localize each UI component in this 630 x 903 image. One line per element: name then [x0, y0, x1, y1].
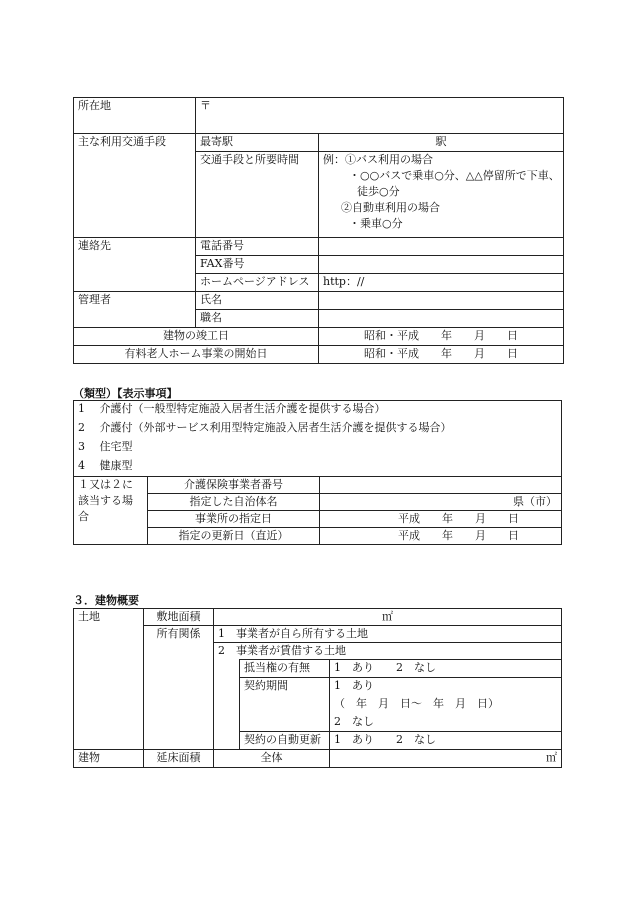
- means-label: 交通手段と所要時間: [196, 152, 319, 238]
- mortgage-value: 1 あり 2 なし: [330, 660, 562, 678]
- contract-label: 契約期間: [240, 678, 330, 732]
- floor-area-value: [330, 750, 562, 768]
- location-value: 〒: [196, 98, 564, 134]
- type-option-num: 1: [78, 402, 85, 415]
- land-label: 土地: [74, 609, 144, 750]
- type-option-text: 健康型: [99, 458, 133, 472]
- nearest-station-value: 駅: [319, 134, 564, 152]
- fax-value: [319, 256, 564, 274]
- type-option-4: [74, 458, 562, 477]
- homepage-value: http：//: [319, 274, 564, 292]
- contract-line: 2 なし: [330, 714, 562, 732]
- type-option-text: 介護付（一般型特定施設入居者生活介護を提供する場合）: [99, 402, 386, 415]
- manager-title-label: 職名: [196, 310, 319, 328]
- facility-info-table: [73, 97, 564, 364]
- type-row-value: 平成 年 月 日: [320, 528, 562, 545]
- type-row-value: [320, 477, 562, 494]
- type-row-label: 介護保険事業者番号: [148, 477, 320, 494]
- lease-indent: [214, 660, 240, 750]
- type-option-text: 介護付（外部サービス利用型特定施設入居者生活介護を提供する場合）: [99, 420, 452, 434]
- contact-label: 連絡先: [74, 238, 196, 292]
- manager-name-label: 氏名: [196, 292, 319, 310]
- nearest-station-label: 最寄駅: [196, 134, 319, 152]
- type-row-label: 事業所の指定日: [148, 511, 320, 528]
- type-option-text: 住宅型: [99, 439, 133, 453]
- type-option-2: [74, 420, 562, 439]
- type-row-label: 指定した自治体名: [148, 494, 320, 511]
- type-option-num: 2: [78, 420, 85, 434]
- ownership-label: 所有関係: [144, 626, 214, 750]
- type-section-heading: （類型）【表示事項】: [73, 387, 178, 400]
- lease-option: 2 事業者が賃借する土地: [214, 643, 562, 660]
- floor-area-unit: ㎡: [546, 751, 558, 764]
- type-option-num: 3: [78, 439, 85, 453]
- manager-label: 管理者: [74, 292, 196, 328]
- start-label: 有料老人ホーム事業の開始日: [74, 346, 319, 364]
- building-label: 建物: [74, 750, 144, 768]
- location-label: 所在地: [74, 98, 196, 134]
- example-line: ・乗車○分: [349, 217, 403, 230]
- type-option-1: [74, 401, 562, 420]
- type-row-value: 平成 年 月 日: [320, 511, 562, 528]
- type-row-label: 指定の更新日（直近）: [148, 528, 320, 545]
- site-area-unit: ㎡: [382, 610, 394, 623]
- manager-name-value: [319, 292, 564, 310]
- site-area-value: [214, 609, 562, 626]
- fax-label: FAX番号: [196, 256, 319, 274]
- condition-label: １又は２に該当する場合: [74, 477, 148, 545]
- transport-example: [319, 152, 564, 238]
- example-line: ②自動車利用の場合: [341, 201, 440, 214]
- floor-area-label: 延床面積: [144, 750, 214, 768]
- completion-label: 建物の竣工日: [74, 328, 319, 346]
- site-area-label: 敷地面積: [144, 609, 214, 626]
- type-table: [73, 400, 562, 545]
- example-line: 例：①バス利用の場合: [323, 153, 433, 166]
- manager-title-value: [319, 310, 564, 328]
- completion-value: 昭和・平成 年 月 日: [319, 328, 564, 346]
- phone-value: [319, 238, 564, 256]
- building-section-heading: ３．建物概要: [73, 594, 139, 607]
- building-table: [73, 608, 562, 768]
- whole-label: 全体: [214, 750, 330, 768]
- start-value: 昭和・平成 年 月 日: [319, 346, 564, 364]
- auto-renew-label: 契約の自動更新: [240, 732, 330, 750]
- own-option: 1 事業者が自ら所有する土地: [214, 626, 562, 643]
- mortgage-label: 抵当権の有無: [240, 660, 330, 678]
- contract-line: （ 年 月 日～ 年 月 日）: [330, 696, 562, 714]
- type-row-value: 県（市）: [320, 494, 562, 511]
- homepage-label: ホームページアドレス: [196, 274, 319, 292]
- example-line: 徒歩○分: [357, 185, 400, 198]
- phone-label: 電話番号: [196, 238, 319, 256]
- type-option-num: 4: [78, 458, 85, 472]
- contract-line: 1 あり: [330, 678, 562, 696]
- transport-label: 主な利用交通手段: [74, 134, 196, 238]
- auto-renew-value: 1 あり 2 なし: [330, 732, 562, 750]
- type-option-3: [74, 439, 562, 458]
- example-line: ・○○バスで乗車○分、△△停留所で下車、: [349, 169, 560, 182]
